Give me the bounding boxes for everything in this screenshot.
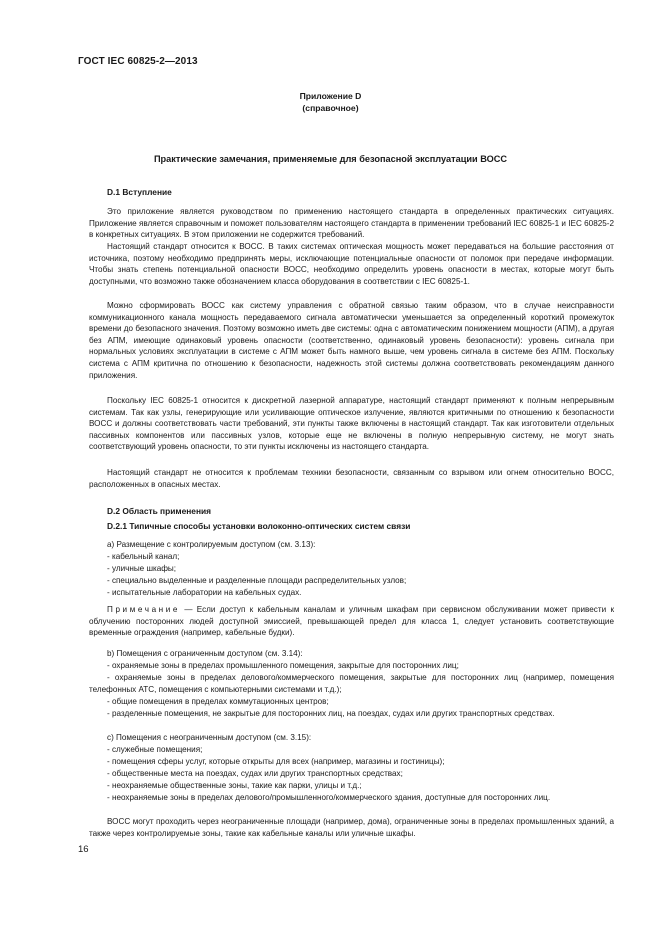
list-title-a: а) Размещение с контролируемым доступом (см. 3.13):	[107, 540, 316, 549]
list-item: - общие помещения в пределах коммутационных центров;	[107, 697, 329, 706]
page-number: 16	[78, 844, 89, 855]
annex-title: Приложение D	[299, 91, 362, 101]
paragraph-exclusion: Настоящий стандарт не относится к проблемам техники безопасности, связанным со взрывом или огнем относительно ВОСС, расположенных в опасных местах.	[89, 468, 614, 489]
list-title-b: b) Помещения с ограниченным доступом (см. 3.14):	[107, 649, 303, 658]
list-item: - помещения сферы услуг, которые открыты для всех (например, магазины и гостиницы);	[107, 757, 445, 766]
note-text: — Если доступ к кабельным каналам и уличным шкафам при сервисном обслуживании может привести к облучению посторонних людей доступной эмиссией, превышающей предел для класса 1, следует установить соответствующие временные ограждения (например, кабельные будки).	[89, 605, 614, 638]
paragraph-discrete: Поскольку IEC 60825-1 относится к дискретной лазерной аппаратуре, настоящий стандарт применяют к полным непрерывным системам. Так как узлы, генерирующие или усиливающие оптическое излучение, являются критичными по отношению к безопасности ВОСС и должны соответствовать части требований, эти пункты также включены в настоящий стандарт. Так как изготовители отдельных пассивных компонентов или пассивных узлов, которые еще не включены в полную непрерывную систему, не могут знать соответствующий уровень опасности, то эти пункты исключены из настоящего стандарта.	[89, 396, 614, 452]
list-item: - специально выделенные и разделенные площади распределительных узлов;	[107, 576, 407, 585]
section-heading-d1: D.1 Вступление	[107, 187, 172, 197]
list-item: - общественные места на поездах, судах или других транспортных средствах;	[107, 769, 403, 778]
note-paragraph	[89, 604, 614, 639]
list-item: - уличные шкафы;	[107, 564, 177, 573]
list-item: - охраняемые зоны в пределах делового/коммерческого помещения, закрытые для посторонних лиц (например, помещения телефонных АТС, помещения с компьютерными системами и т.д.);	[89, 673, 614, 694]
paragraph-intro: Это приложение является руководством по применению настоящего стандарта в определенных практических ситуациях. Приложение является справочным и поможет пользователям настоящего стандарта в применении требований IEC 60825-1 и IEC 60825-2 в конкретных ситуациях. В этом приложении не содержится требований.	[89, 207, 614, 240]
list-item: - служебные помещения;	[107, 745, 203, 754]
subsection-heading-d21: D.2.1 Типичные способы установки волоконно-оптических систем связи	[107, 521, 411, 531]
paragraph-feedback: Можно сформировать ВОСС как систему управления с обратной связью таким образом, что в случае неисправности коммуникационного канала мощность передаваемого сигнала автоматически уменьшается за определенный короткий промежуток времени до безопасного значения. Поэтому возможно иметь две системы: одна с автоматическим понижением мощности (АПМ), а другая без АПМ, имеющие одинаковый уровень опасности (соответственно, одинаковый уровень безопасности): уровень сигнала при нормальных условиях эксплуатации в системе с АПМ может быть намного выше, чем уровень сигнала в системе без АПМ. Поскольку система с АПМ критична по отношению к безопасности, надежность этой системы должна соответствовать рекомендациям данного приложения.	[89, 301, 614, 380]
list-item: - неохраняемые зоны в пределах делового/промышленного/коммерческого здания, доступные для посторонних лиц.	[107, 793, 551, 802]
standard-header: ГОСТ IEC 60825-2—2013	[78, 56, 198, 67]
paragraph-scope: Настоящий стандарт относится к ВОСС. В таких системах оптическая мощность может передаваться на большие расстояния от источника, поэтому необходимо предпринять меры, исключающие потенциальные опасности от поломок при передаче информации. Чтобы знать степень потенциальной опасности ВОСС, необходимо определить уровень опасности в местах, которые могут быть доступными, что возможно также обозначением класса оборудования в соответствии с IEC 60825-1.	[89, 242, 614, 286]
section-heading-d2: D.2 Область применения	[107, 506, 212, 516]
list-item: - неохраняемые общественные зоны, такие как парки, улицы и т.д.;	[107, 781, 362, 790]
list-item: - охраняемые зоны в пределах промышленного помещения, закрытые для посторонних лиц;	[107, 661, 459, 670]
list-title-c: с) Помещения с неограниченным доступом (см. 3.15):	[107, 733, 312, 742]
list-item: - разделенные помещения, не закрытые для посторонних лиц, на поездах, судах или других транспортных средствах.	[107, 709, 555, 718]
main-title: Практические замечания, применяемые для безопасной эксплуатации ВОСС	[153, 154, 508, 164]
list-item: - кабельный канал;	[107, 552, 180, 561]
list-item: - испытательные лаборатории на кабельных судах.	[107, 588, 302, 597]
paragraph-final: ВОСС могут проходить через неограниченные площади (например, дома), ограниченные зоны в пределах промышленных зданий, а также через контролируемые зоны, такие как кабельные каналы или уличные шкафы.	[89, 817, 614, 838]
annex-subtitle: (справочное)	[302, 103, 359, 113]
note-label: Примечание	[107, 605, 181, 614]
